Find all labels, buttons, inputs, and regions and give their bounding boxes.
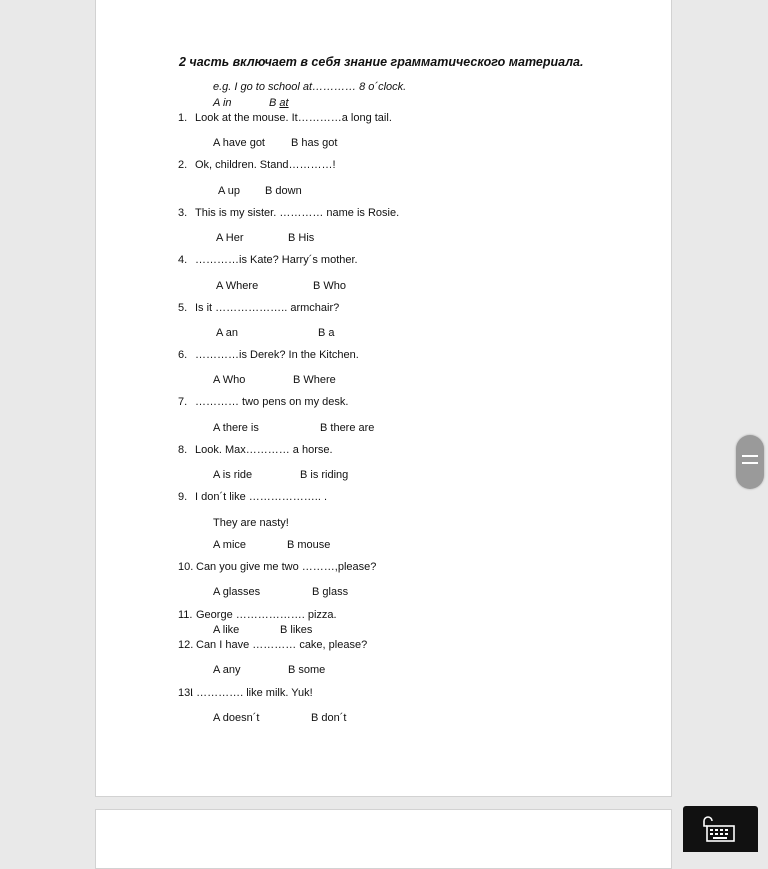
option-b: B Where xyxy=(293,374,336,386)
option-a: A up xyxy=(218,185,241,197)
option-a: A glasses xyxy=(213,586,261,598)
option-b: B glass xyxy=(312,586,349,598)
example-option-a: A in xyxy=(213,97,232,109)
question-text: I don´t like ……………….. . xyxy=(195,491,328,503)
question-text: Look at the mouse. It…………a long tail. xyxy=(195,112,392,124)
document-page-next xyxy=(95,809,672,869)
option-b: B there are xyxy=(320,422,375,434)
question-number: 10. xyxy=(178,561,194,573)
question-number: 7. xyxy=(178,396,188,408)
question-number: 4. xyxy=(178,254,188,266)
question-number: 1. xyxy=(178,112,188,124)
option-b: B has got xyxy=(291,137,338,149)
keyboard-unlock-button[interactable] xyxy=(683,806,758,852)
option-b: B some xyxy=(288,664,326,676)
question-number: 5. xyxy=(178,302,188,314)
example-option-b: B at xyxy=(269,97,289,109)
question-text: George ………………. pizza. xyxy=(196,609,337,621)
scroll-handle[interactable] xyxy=(736,435,764,489)
option-b: B is riding xyxy=(300,469,349,481)
question-text: …………is Kate? Harry´s mother. xyxy=(195,254,358,266)
option-b: B Who xyxy=(313,280,347,292)
option-b: B His xyxy=(288,232,315,244)
option-a: A Where xyxy=(216,280,259,292)
question-text: Can you give me two ………,please? xyxy=(196,561,377,573)
question-number: 12. xyxy=(178,639,194,651)
option-b: B don´t xyxy=(311,712,347,724)
question-number: 11. xyxy=(178,609,193,621)
option-a: A Who xyxy=(213,374,246,386)
option-a: A doesn´t xyxy=(213,712,260,724)
option-a: A have got xyxy=(213,137,265,149)
question-number: 13. xyxy=(178,687,194,699)
option-a: A mice xyxy=(213,539,247,551)
option-a: A Her xyxy=(216,232,244,244)
option-b: B down xyxy=(265,185,302,197)
question-text: ………… two pens on my desk. xyxy=(195,396,349,408)
question-text: Is it ……………….. armchair? xyxy=(195,302,340,314)
option-a: A there is xyxy=(213,422,259,434)
question-text: I …………. like milk. Yuk! xyxy=(190,687,313,699)
option-a: A any xyxy=(213,664,241,676)
handle-line-icon xyxy=(742,455,758,457)
question-number: 8. xyxy=(178,444,188,456)
option-b: B likes xyxy=(280,624,313,636)
option-b: B mouse xyxy=(287,539,331,551)
question-number: 3. xyxy=(178,207,188,219)
question-text: …………is Derek? In the Kitchen. xyxy=(195,349,359,361)
example-answer: at xyxy=(279,97,289,109)
option-a: A an xyxy=(216,327,239,339)
handle-line-icon xyxy=(742,462,758,464)
question-text: Look. Max………… a horse. xyxy=(195,444,333,456)
question-number: 2. xyxy=(178,159,188,171)
page-heading: 2 часть включает в себя знание грамматического материала. xyxy=(179,55,584,69)
keyboard-unlock-icon xyxy=(683,806,758,852)
option-a: A like xyxy=(213,624,240,636)
option-b: B a xyxy=(318,327,335,339)
question-text: Ok, children. Stand…………! xyxy=(195,159,336,171)
question-number: 6. xyxy=(178,349,188,361)
question-text: This is my sister. ………… name is Rosie. xyxy=(195,207,400,219)
question-text: Can I have ………… cake, please? xyxy=(196,639,368,651)
option-a: A is ride xyxy=(213,469,253,481)
question-extra-text: They are nasty! xyxy=(213,517,289,529)
question-number: 9. xyxy=(178,491,188,503)
example-sentence: e.g. I go to school at………… 8 o´clock. xyxy=(213,81,407,93)
